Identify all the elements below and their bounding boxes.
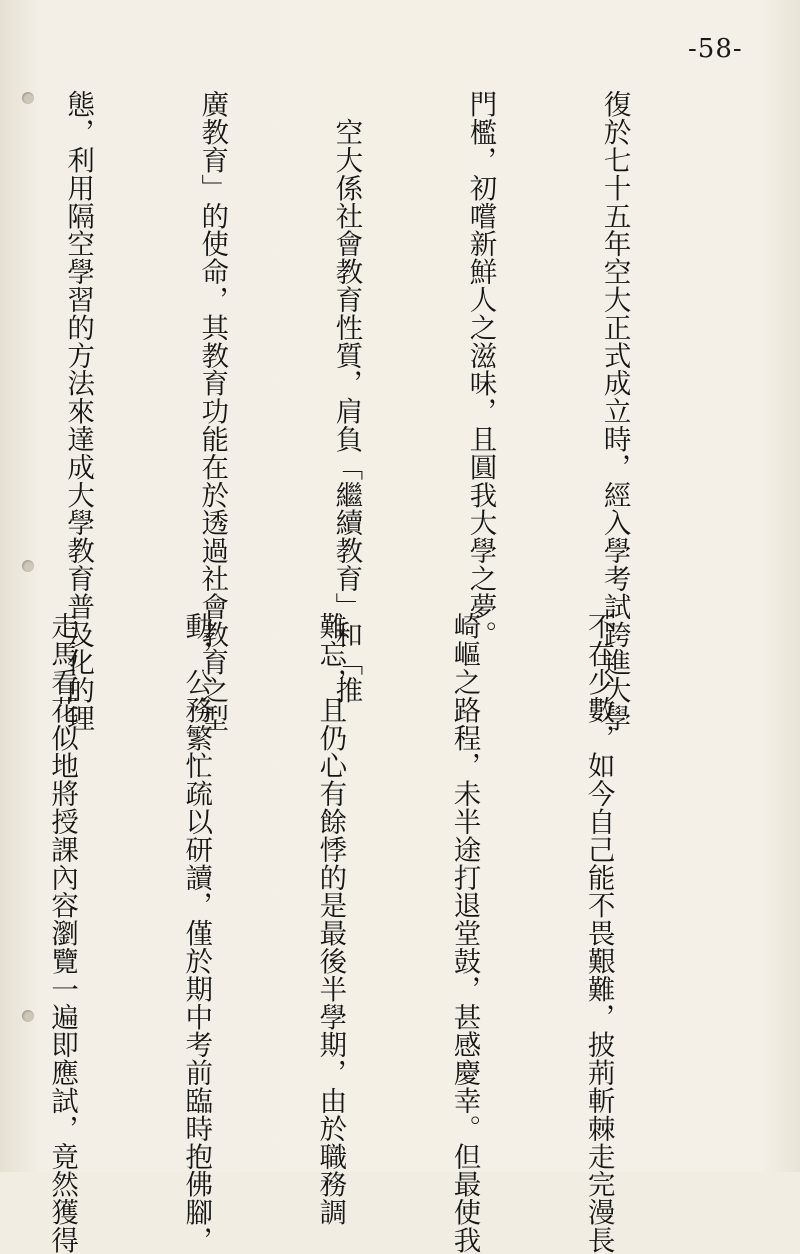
text-column: 崎嶇之路程，未半途打退堂鼓，甚感慶幸。但最使我 <box>448 612 481 1254</box>
text-column: 走馬看花似地將授課內容瀏覽一遍即應試，竟然獲得 <box>46 612 79 1254</box>
text-column: 不在少數，如今自己能不畏艱難，披荊斬棘走完漫長 <box>582 612 615 1254</box>
text-column: 空大係社會教育性質，肩負「繼續教育」和「推 <box>330 90 363 704</box>
page-number: -58- <box>688 34 743 64</box>
text-column: 門檻，初嚐新鮮人之滋味，且圓我大學之夢。 <box>464 90 497 648</box>
top-text-section <box>0 90 726 732</box>
text-column: 廣教育」的使命，其教育功能在於透過社會教育之型 <box>196 90 229 732</box>
text-column: 復於七十五年空大正式成立時，經入學考試跨進大學 <box>598 90 631 732</box>
text-column: 態，利用隔空學習的方法來達成大學教育普及化的理 <box>62 90 95 732</box>
bottom-text-section <box>0 612 710 1254</box>
text-column: 動，公務繁忙疏以研讀，僅於期中考前臨時抱佛腳， <box>180 612 213 1254</box>
text-column: 難忘，且仍心有餘悸的是最後半學期，由於職務調 <box>314 612 347 1226</box>
